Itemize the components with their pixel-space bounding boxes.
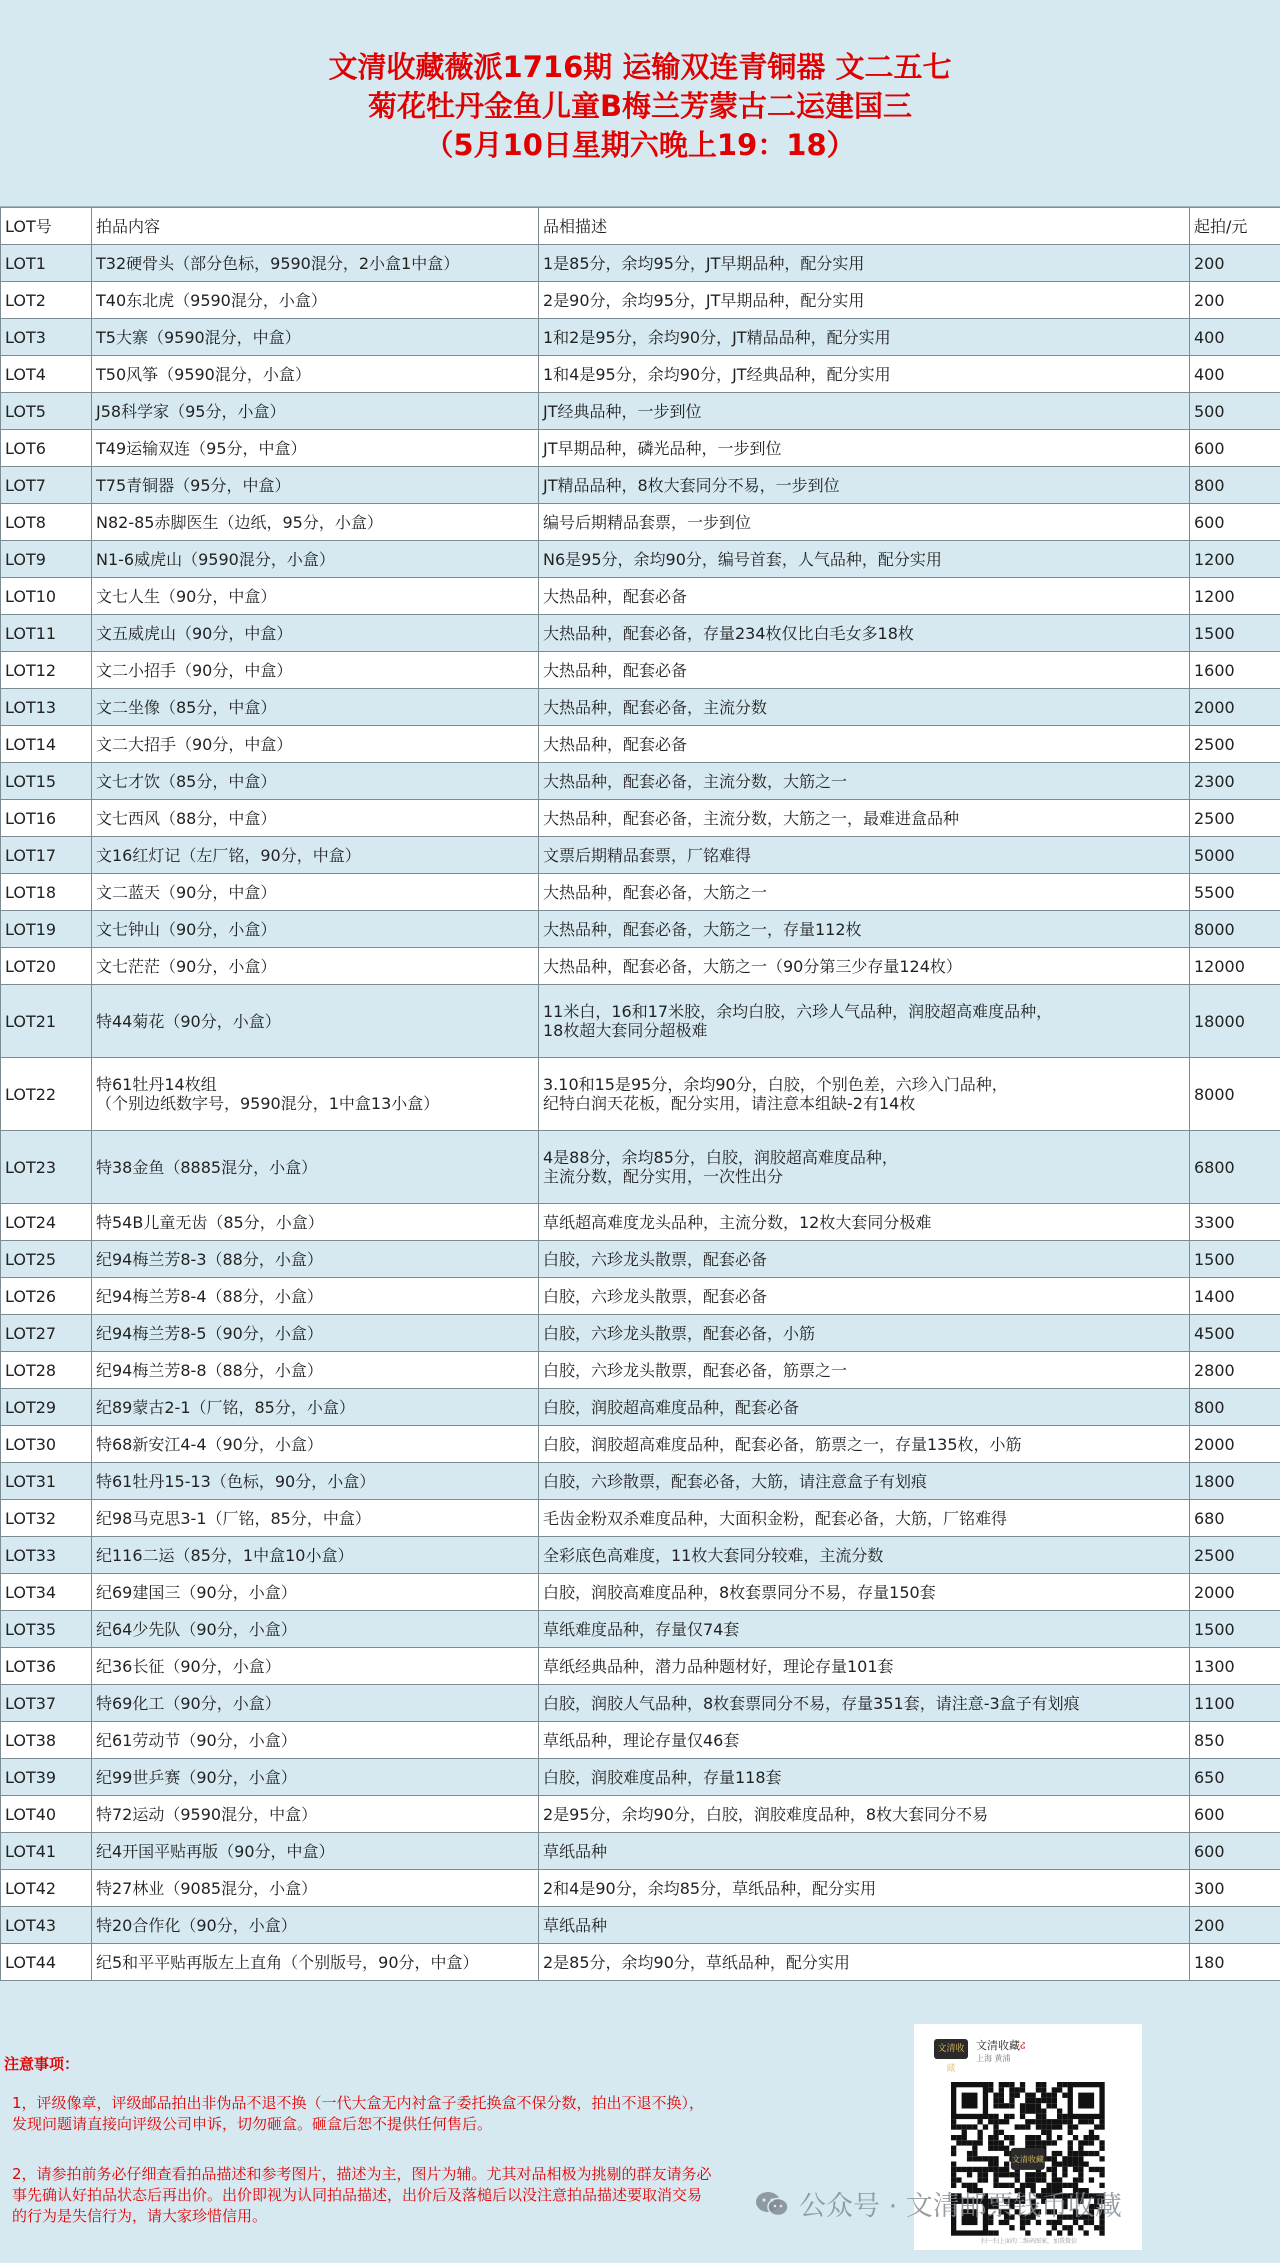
column-header-condition: 品相描述 <box>539 208 1190 245</box>
lot-condition-cell: 草纸难度品种，存量仅74套 <box>539 1611 1190 1648</box>
lot-start-price-cell: 1300 <box>1190 1648 1280 1685</box>
table-row <box>1 874 1280 911</box>
header-area <box>0 0 1280 207</box>
lot-number-cell: LOT2 <box>1 282 92 319</box>
qr-center-badge: 文清收藏 <box>1011 2154 1044 2164</box>
lot-start-price-cell: 1500 <box>1190 1241 1280 1278</box>
table-row <box>1 1611 1280 1648</box>
lot-start-price-cell: 600 <box>1190 1833 1280 1870</box>
lot-number-cell: LOT23 <box>1 1131 92 1204</box>
lot-number-cell: LOT30 <box>1 1426 92 1463</box>
column-header-item: 拍品内容 <box>92 208 539 245</box>
lot-start-price-cell: 200 <box>1190 1907 1280 1944</box>
watermark <box>755 2184 1122 2223</box>
lot-condition-cell: 全彩底色高难度，11枚大套同分较难，主流分数 <box>539 1537 1190 1574</box>
lot-item-cell: 特72运动（9590混分，中盒） <box>92 1796 539 1833</box>
lot-number-cell: LOT44 <box>1 1944 92 1981</box>
table-row <box>1 948 1280 985</box>
lot-condition-cell: JT早期品种，磷光品种，一步到位 <box>539 430 1190 467</box>
lot-item-cell: 特20合作化（90分，小盒） <box>92 1907 539 1944</box>
table-row <box>1 1759 1280 1796</box>
lot-condition-cell: 白胶，润胶高难度品种，8枚套票同分不易，存量150套 <box>539 1574 1190 1611</box>
lot-condition-cell: 大热品种，配套必备，存量234枚仅比白毛女多18枚 <box>539 615 1190 652</box>
lot-condition-cell: 白胶，润胶人气品种，8枚套票同分不易，存量351套，请注意-3盒子有划痕 <box>539 1685 1190 1722</box>
table-row <box>1 985 1280 1058</box>
table-row <box>1 393 1280 430</box>
title-line-2: 菊花牡丹金鱼儿童B梅兰芳蒙古二运建国三 <box>367 89 913 123</box>
lot-start-price-cell: 3300 <box>1190 1204 1280 1241</box>
lot-item-cell: J58科学家（95分，小盒） <box>92 393 539 430</box>
lot-condition-cell: 2是85分，余均90分，草纸品种，配分实用 <box>539 1944 1190 1981</box>
lot-number-cell: LOT31 <box>1 1463 92 1500</box>
lot-condition-cell: 2和4是90分，余均85分，草纸品种，配分实用 <box>539 1870 1190 1907</box>
lot-item-cell: 文二蓝天（90分，中盒） <box>92 874 539 911</box>
lot-condition-cell: 草纸超高难度龙头品种，主流分数，12枚大套同分极难 <box>539 1204 1190 1241</box>
lot-condition-cell: 大热品种，配套必备 <box>539 578 1190 615</box>
lot-condition-cell: 草纸经典品种，潜力品种题材好，理论存量101套 <box>539 1648 1190 1685</box>
lot-number-cell: LOT40 <box>1 1796 92 1833</box>
lot-start-price-cell: 5000 <box>1190 837 1280 874</box>
lot-number-cell: LOT35 <box>1 1611 92 1648</box>
notes-paragraph-1: 1，评级像章，评级邮品拍出非伪品不退不换（一代大盒无内衬盒子委托换盒不保分数，拍出不退不换），发现问题请直接向评级公司申诉，切勿砸盒。砸盒后恕不提供任何售后。 <box>12 2094 705 2133</box>
lot-start-price-cell: 850 <box>1190 1722 1280 1759</box>
lot-number-cell: LOT22 <box>1 1058 92 1131</box>
lot-item-cell: 纪36长征（90分，小盒） <box>92 1648 539 1685</box>
table-row <box>1 1204 1280 1241</box>
lot-number-cell: LOT15 <box>1 763 92 800</box>
lot-number-cell: LOT21 <box>1 985 92 1058</box>
lot-item-cell: 纪69建国三（90分，小盒） <box>92 1574 539 1611</box>
table-row <box>1 1389 1280 1426</box>
table-row <box>1 504 1280 541</box>
lot-start-price-cell: 1500 <box>1190 1611 1280 1648</box>
lot-item-cell: 特61牡丹15-13（色标，90分，小盒） <box>92 1463 539 1500</box>
lot-condition-cell: 白胶，六珍龙头散票，配套必备 <box>539 1241 1190 1278</box>
table-row <box>1 689 1280 726</box>
table-row <box>1 1944 1280 1981</box>
lot-item-cell: 特44菊花（90分，小盒） <box>92 985 539 1058</box>
lot-condition-cell: 3.10和15是95分，余均90分，白胶，个别色差，六珍入门品种， 纪特白润天花板，配分实用，请注意本组缺-2有14枚 <box>539 1058 1190 1131</box>
qr-account-name-text: 文清收藏 <box>976 2039 1020 2052</box>
avatar: 文清收藏 <box>934 2039 968 2059</box>
lot-start-price-cell: 200 <box>1190 282 1280 319</box>
lot-number-cell: LOT6 <box>1 430 92 467</box>
lot-condition-cell: 文票后期精品套票，厂铭难得 <box>539 837 1190 874</box>
lot-number-cell: LOT16 <box>1 800 92 837</box>
table-row <box>1 1058 1280 1131</box>
lot-condition-cell: 编号后期精品套票，一步到位 <box>539 504 1190 541</box>
title-line-1: 文清收藏薇派1716期 运输双连青铜器 文二五七 <box>328 50 952 84</box>
table-row <box>1 1648 1280 1685</box>
lot-number-cell: LOT1 <box>1 245 92 282</box>
table-row <box>1 356 1280 393</box>
lot-start-price-cell: 600 <box>1190 1796 1280 1833</box>
lot-start-price-cell: 2000 <box>1190 1426 1280 1463</box>
lot-number-cell: LOT28 <box>1 1352 92 1389</box>
lot-condition-cell: 大热品种，配套必备，大筋之一 <box>539 874 1190 911</box>
lot-item-cell: 文七西风（88分，中盒） <box>92 800 539 837</box>
lot-item-cell: 特68新安江4-4（90分，小盒） <box>92 1426 539 1463</box>
lot-start-price-cell: 12000 <box>1190 948 1280 985</box>
lot-condition-cell: 大热品种，配套必备，主流分数 <box>539 689 1190 726</box>
lot-start-price-cell: 1100 <box>1190 1685 1280 1722</box>
lot-item-cell: 文二小招手（90分，中盒） <box>92 652 539 689</box>
lot-item-cell: 文二大招手（90分，中盒） <box>92 726 539 763</box>
lot-start-price-cell: 1500 <box>1190 615 1280 652</box>
lot-number-cell: LOT3 <box>1 319 92 356</box>
lot-condition-cell: 大热品种，配套必备 <box>539 726 1190 763</box>
lot-condition-cell: 草纸品种 <box>539 1907 1190 1944</box>
lot-start-price-cell: 1200 <box>1190 541 1280 578</box>
table-row <box>1 1131 1280 1204</box>
table-row <box>1 800 1280 837</box>
lot-item-cell: 纪94梅兰芳8-3（88分，小盒） <box>92 1241 539 1278</box>
lot-condition-cell: 大热品种，配套必备 <box>539 652 1190 689</box>
table-body <box>1 245 1280 1981</box>
notes-heading: 注意事项： <box>4 2055 80 2073</box>
lot-item-cell: 特38金鱼（8885混分，小盒） <box>92 1131 539 1204</box>
lot-number-cell: LOT42 <box>1 1870 92 1907</box>
lot-number-cell: LOT24 <box>1 1204 92 1241</box>
lot-condition-cell: 白胶，润胶难度品种，存量118套 <box>539 1759 1190 1796</box>
lot-condition-cell: 1是85分，余均95分，JT早期品种，配分实用 <box>539 245 1190 282</box>
lot-start-price-cell: 800 <box>1190 1389 1280 1426</box>
lot-number-cell: LOT41 <box>1 1833 92 1870</box>
lot-condition-cell: 大热品种，配套必备，大筋之一，存量112枚 <box>539 911 1190 948</box>
lot-number-cell: LOT33 <box>1 1537 92 1574</box>
lot-number-cell: LOT7 <box>1 467 92 504</box>
lot-item-cell: T40东北虎（9590混分，小盒） <box>92 282 539 319</box>
lot-start-price-cell: 8000 <box>1190 911 1280 948</box>
lot-item-cell: 特27林业（9085混分，小盒） <box>92 1870 539 1907</box>
lot-number-cell: LOT19 <box>1 911 92 948</box>
table-row <box>1 1833 1280 1870</box>
lot-item-cell: 纪98马克思3-1（厂铭，85分，中盒） <box>92 1500 539 1537</box>
lot-item-cell: 纪89蒙古2-1（厂铭，85分，小盒） <box>92 1389 539 1426</box>
lot-number-cell: LOT5 <box>1 393 92 430</box>
lot-start-price-cell: 1400 <box>1190 1278 1280 1315</box>
lot-start-price-cell: 6800 <box>1190 1131 1280 1204</box>
lot-start-price-cell: 4500 <box>1190 1315 1280 1352</box>
lot-start-price-cell: 680 <box>1190 1500 1280 1537</box>
table-row <box>1 541 1280 578</box>
lot-start-price-cell: 2000 <box>1190 689 1280 726</box>
lot-condition-cell: JT经典品种，一步到位 <box>539 393 1190 430</box>
lot-start-price-cell: 600 <box>1190 430 1280 467</box>
table-row <box>1 1278 1280 1315</box>
lot-item-cell: 特61牡丹14枚组 （个别边纸数字号，9590混分，1中盒13小盒） <box>92 1058 539 1131</box>
table-row <box>1 1500 1280 1537</box>
column-header-lot: LOT号 <box>1 208 92 245</box>
lot-number-cell: LOT25 <box>1 1241 92 1278</box>
lot-number-cell: LOT26 <box>1 1278 92 1315</box>
table-row <box>1 1463 1280 1500</box>
lot-item-cell: 纪64少先队（90分，小盒） <box>92 1611 539 1648</box>
lot-start-price-cell: 400 <box>1190 319 1280 356</box>
lot-item-cell: 纪61劳动节（90分，小盒） <box>92 1722 539 1759</box>
lot-number-cell: LOT13 <box>1 689 92 726</box>
lot-condition-cell: N6是95分，余均90分，编号首套，人气品种，配分实用 <box>539 541 1190 578</box>
lot-start-price-cell: 300 <box>1190 1870 1280 1907</box>
lot-start-price-cell: 400 <box>1190 356 1280 393</box>
lot-condition-cell: 1和4是95分，余均90分，JT经典品种，配分实用 <box>539 356 1190 393</box>
table-row <box>1 652 1280 689</box>
lot-condition-cell: 4是88分，余均85分，白胶，润胶超高难度品种， 主流分数，配分实用，一次性出分 <box>539 1131 1190 1204</box>
lot-item-cell: 纪5和平平贴再版左上直角（个别版号，90分，中盒） <box>92 1944 539 1981</box>
lot-number-cell: LOT18 <box>1 874 92 911</box>
lot-number-cell: LOT10 <box>1 578 92 615</box>
watermark-text: 公众号 · 文清邮票钱币收藏 <box>799 2191 1122 2222</box>
table-row <box>1 1574 1280 1611</box>
table-header-row <box>1 208 1280 245</box>
lot-start-price-cell: 2800 <box>1190 1352 1280 1389</box>
table-row <box>1 1315 1280 1352</box>
table-row <box>1 615 1280 652</box>
lot-number-cell: LOT38 <box>1 1722 92 1759</box>
lot-start-price-cell: 650 <box>1190 1759 1280 1796</box>
lot-item-cell: 文16红灯记（左厂铭，90分，中盒） <box>92 837 539 874</box>
lot-start-price-cell: 1800 <box>1190 1463 1280 1500</box>
lot-condition-cell: 草纸品种 <box>539 1833 1190 1870</box>
lot-item-cell: 文二坐像（85分，中盒） <box>92 689 539 726</box>
table-row <box>1 763 1280 800</box>
auction-lot-table <box>0 207 1280 1981</box>
lot-condition-cell: 草纸品种，理论存量仅46套 <box>539 1722 1190 1759</box>
lot-condition-cell: JT精品品种，8枚大套同分不易，一步到位 <box>539 467 1190 504</box>
lot-item-cell: N1-6威虎山（9590混分，小盒） <box>92 541 539 578</box>
wechat-icon <box>755 2190 789 2218</box>
table-row <box>1 1426 1280 1463</box>
title-line-3: （5月10日星期六晚上19：18） <box>424 128 856 162</box>
lot-start-price-cell: 2500 <box>1190 1537 1280 1574</box>
lot-item-cell: 特54B儿童无齿（85分，小盒） <box>92 1204 539 1241</box>
lot-item-cell: T50风筝（9590混分，小盒） <box>92 356 539 393</box>
table-row <box>1 911 1280 948</box>
lot-start-price-cell: 2500 <box>1190 726 1280 763</box>
qr-footer-text: 扫一扫上面的二维码图案，加我微信 <box>980 2238 1077 2245</box>
lot-start-price-cell: 200 <box>1190 245 1280 282</box>
lot-number-cell: LOT14 <box>1 726 92 763</box>
lot-item-cell: 文七茫茫（90分，小盒） <box>92 948 539 985</box>
lot-condition-cell: 大热品种，配套必备，主流分数，大筋之一，最难进盒品种 <box>539 800 1190 837</box>
lot-condition-cell: 大热品种，配套必备，主流分数，大筋之一 <box>539 763 1190 800</box>
table-row <box>1 1870 1280 1907</box>
lot-item-cell: 文七钟山（90分，小盒） <box>92 911 539 948</box>
lot-start-price-cell: 18000 <box>1190 985 1280 1058</box>
lot-start-price-cell: 5500 <box>1190 874 1280 911</box>
lot-start-price-cell: 180 <box>1190 1944 1280 1981</box>
lot-start-price-cell: 1200 <box>1190 578 1280 615</box>
table-row <box>1 319 1280 356</box>
lot-item-cell: T49运输双连（95分，中盒） <box>92 430 539 467</box>
lot-start-price-cell: 2500 <box>1190 800 1280 837</box>
lot-item-cell: 纪94梅兰芳8-8（88分，小盒） <box>92 1352 539 1389</box>
qr-location: 上海 黄浦 <box>976 2054 1011 2063</box>
lot-item-cell: T5大寨（9590混分，中盒） <box>92 319 539 356</box>
lot-number-cell: LOT32 <box>1 1500 92 1537</box>
lot-item-cell: T32硬骨头（部分色标，9590混分，2小盒1中盒） <box>92 245 539 282</box>
gender-mark-icon: ઢ <box>1020 2039 1026 2052</box>
lot-condition-cell: 2是90分，余均95分，JT早期品种，配分实用 <box>539 282 1190 319</box>
lot-condition-cell: 毛齿金粉双杀难度品种，大面积金粉，配套必备，大筋，厂铭难得 <box>539 1500 1190 1537</box>
lot-item-cell: 纪99世乒赛（90分，小盒） <box>92 1759 539 1796</box>
table-row <box>1 1352 1280 1389</box>
lot-condition-cell: 白胶，六珍龙头散票，配套必备，小筋 <box>539 1315 1190 1352</box>
lot-number-cell: LOT9 <box>1 541 92 578</box>
lot-condition-cell: 白胶，六珍龙头散票，配套必备 <box>539 1278 1190 1315</box>
lot-item-cell: 文七才饮（85分，中盒） <box>92 763 539 800</box>
table-row <box>1 467 1280 504</box>
table-row <box>1 578 1280 615</box>
lot-item-cell: 特69化工（90分，小盒） <box>92 1685 539 1722</box>
table-row <box>1 282 1280 319</box>
table-row <box>1 726 1280 763</box>
lot-number-cell: LOT17 <box>1 837 92 874</box>
lot-number-cell: LOT34 <box>1 1574 92 1611</box>
lot-number-cell: LOT29 <box>1 1389 92 1426</box>
lot-start-price-cell: 500 <box>1190 393 1280 430</box>
lot-condition-cell: 白胶，润胶超高难度品种，配套必备，筋票之一，存量135枚，小筋 <box>539 1426 1190 1463</box>
lot-item-cell: 文七人生（90分，中盒） <box>92 578 539 615</box>
lot-item-cell: N82-85赤脚医生（边纸，95分，小盒） <box>92 504 539 541</box>
table-row <box>1 1796 1280 1833</box>
table-row <box>1 1241 1280 1278</box>
lot-start-price-cell: 600 <box>1190 504 1280 541</box>
lot-condition-cell: 2是95分，余均90分，白胶，润胶难度品种，8枚大套同分不易 <box>539 1796 1190 1833</box>
lot-condition-cell: 11米白，16和17米胶，余均白胶，六珍人气品种，润胶超高难度品种， 18枚超大套同分超极难 <box>539 985 1190 1058</box>
lot-number-cell: LOT43 <box>1 1907 92 1944</box>
lot-condition-cell: 1和2是95分，余均90分，JT精品品种，配分实用 <box>539 319 1190 356</box>
lot-item-cell: T75青铜器（95分，中盒） <box>92 467 539 504</box>
lot-item-cell: 纪116二运（85分，1中盒10小盒） <box>92 1537 539 1574</box>
table-row <box>1 1722 1280 1759</box>
lot-start-price-cell: 800 <box>1190 467 1280 504</box>
lot-item-cell: 文五威虎山（90分，中盒） <box>92 615 539 652</box>
lot-condition-cell: 白胶，六珍散票，配套必备，大筋，请注意盒子有划痕 <box>539 1463 1190 1500</box>
lot-number-cell: LOT36 <box>1 1648 92 1685</box>
lot-number-cell: LOT37 <box>1 1685 92 1722</box>
lot-item-cell: 纪4开国平贴再版（90分，中盒） <box>92 1833 539 1870</box>
lot-number-cell: LOT12 <box>1 652 92 689</box>
lot-start-price-cell: 1600 <box>1190 652 1280 689</box>
lot-start-price-cell: 8000 <box>1190 1058 1280 1131</box>
lot-start-price-cell: 2300 <box>1190 763 1280 800</box>
lot-number-cell: LOT11 <box>1 615 92 652</box>
lot-number-cell: LOT39 <box>1 1759 92 1796</box>
table-row <box>1 430 1280 467</box>
lot-condition-cell: 大热品种，配套必备，大筋之一（90分第三少存量124枚） <box>539 948 1190 985</box>
table-row <box>1 1537 1280 1574</box>
lot-item-cell: 纪94梅兰芳8-4（88分，小盒） <box>92 1278 539 1315</box>
lot-item-cell: 纪94梅兰芳8-5（90分，小盒） <box>92 1315 539 1352</box>
lot-start-price-cell: 2000 <box>1190 1574 1280 1611</box>
table-row <box>1 245 1280 282</box>
column-header-start-price: 起拍/元 <box>1190 208 1280 245</box>
table-row <box>1 1685 1280 1722</box>
lot-number-cell: LOT4 <box>1 356 92 393</box>
lot-condition-cell: 白胶，六珍龙头散票，配套必备，筋票之一 <box>539 1352 1190 1389</box>
lot-number-cell: LOT20 <box>1 948 92 985</box>
table-row <box>1 837 1280 874</box>
lot-number-cell: LOT27 <box>1 1315 92 1352</box>
qr-account-name <box>976 2037 1025 2053</box>
table-row <box>1 1907 1280 1944</box>
notes-paragraph-2: 2，请参拍前务必仔细查看拍品描述和参考图片，描述为主，图片为辅。尤其对品相极为挑剔的群友请务必事先确认好拍品状态后再出价。出价即视为认同拍品描述，出价后及落槌后以没注意拍品描述要取消交易的行为是失信行为，请大家珍惜信用。 <box>12 2165 712 2225</box>
lot-number-cell: LOT8 <box>1 504 92 541</box>
lot-condition-cell: 白胶，润胶超高难度品种，配套必备 <box>539 1389 1190 1426</box>
